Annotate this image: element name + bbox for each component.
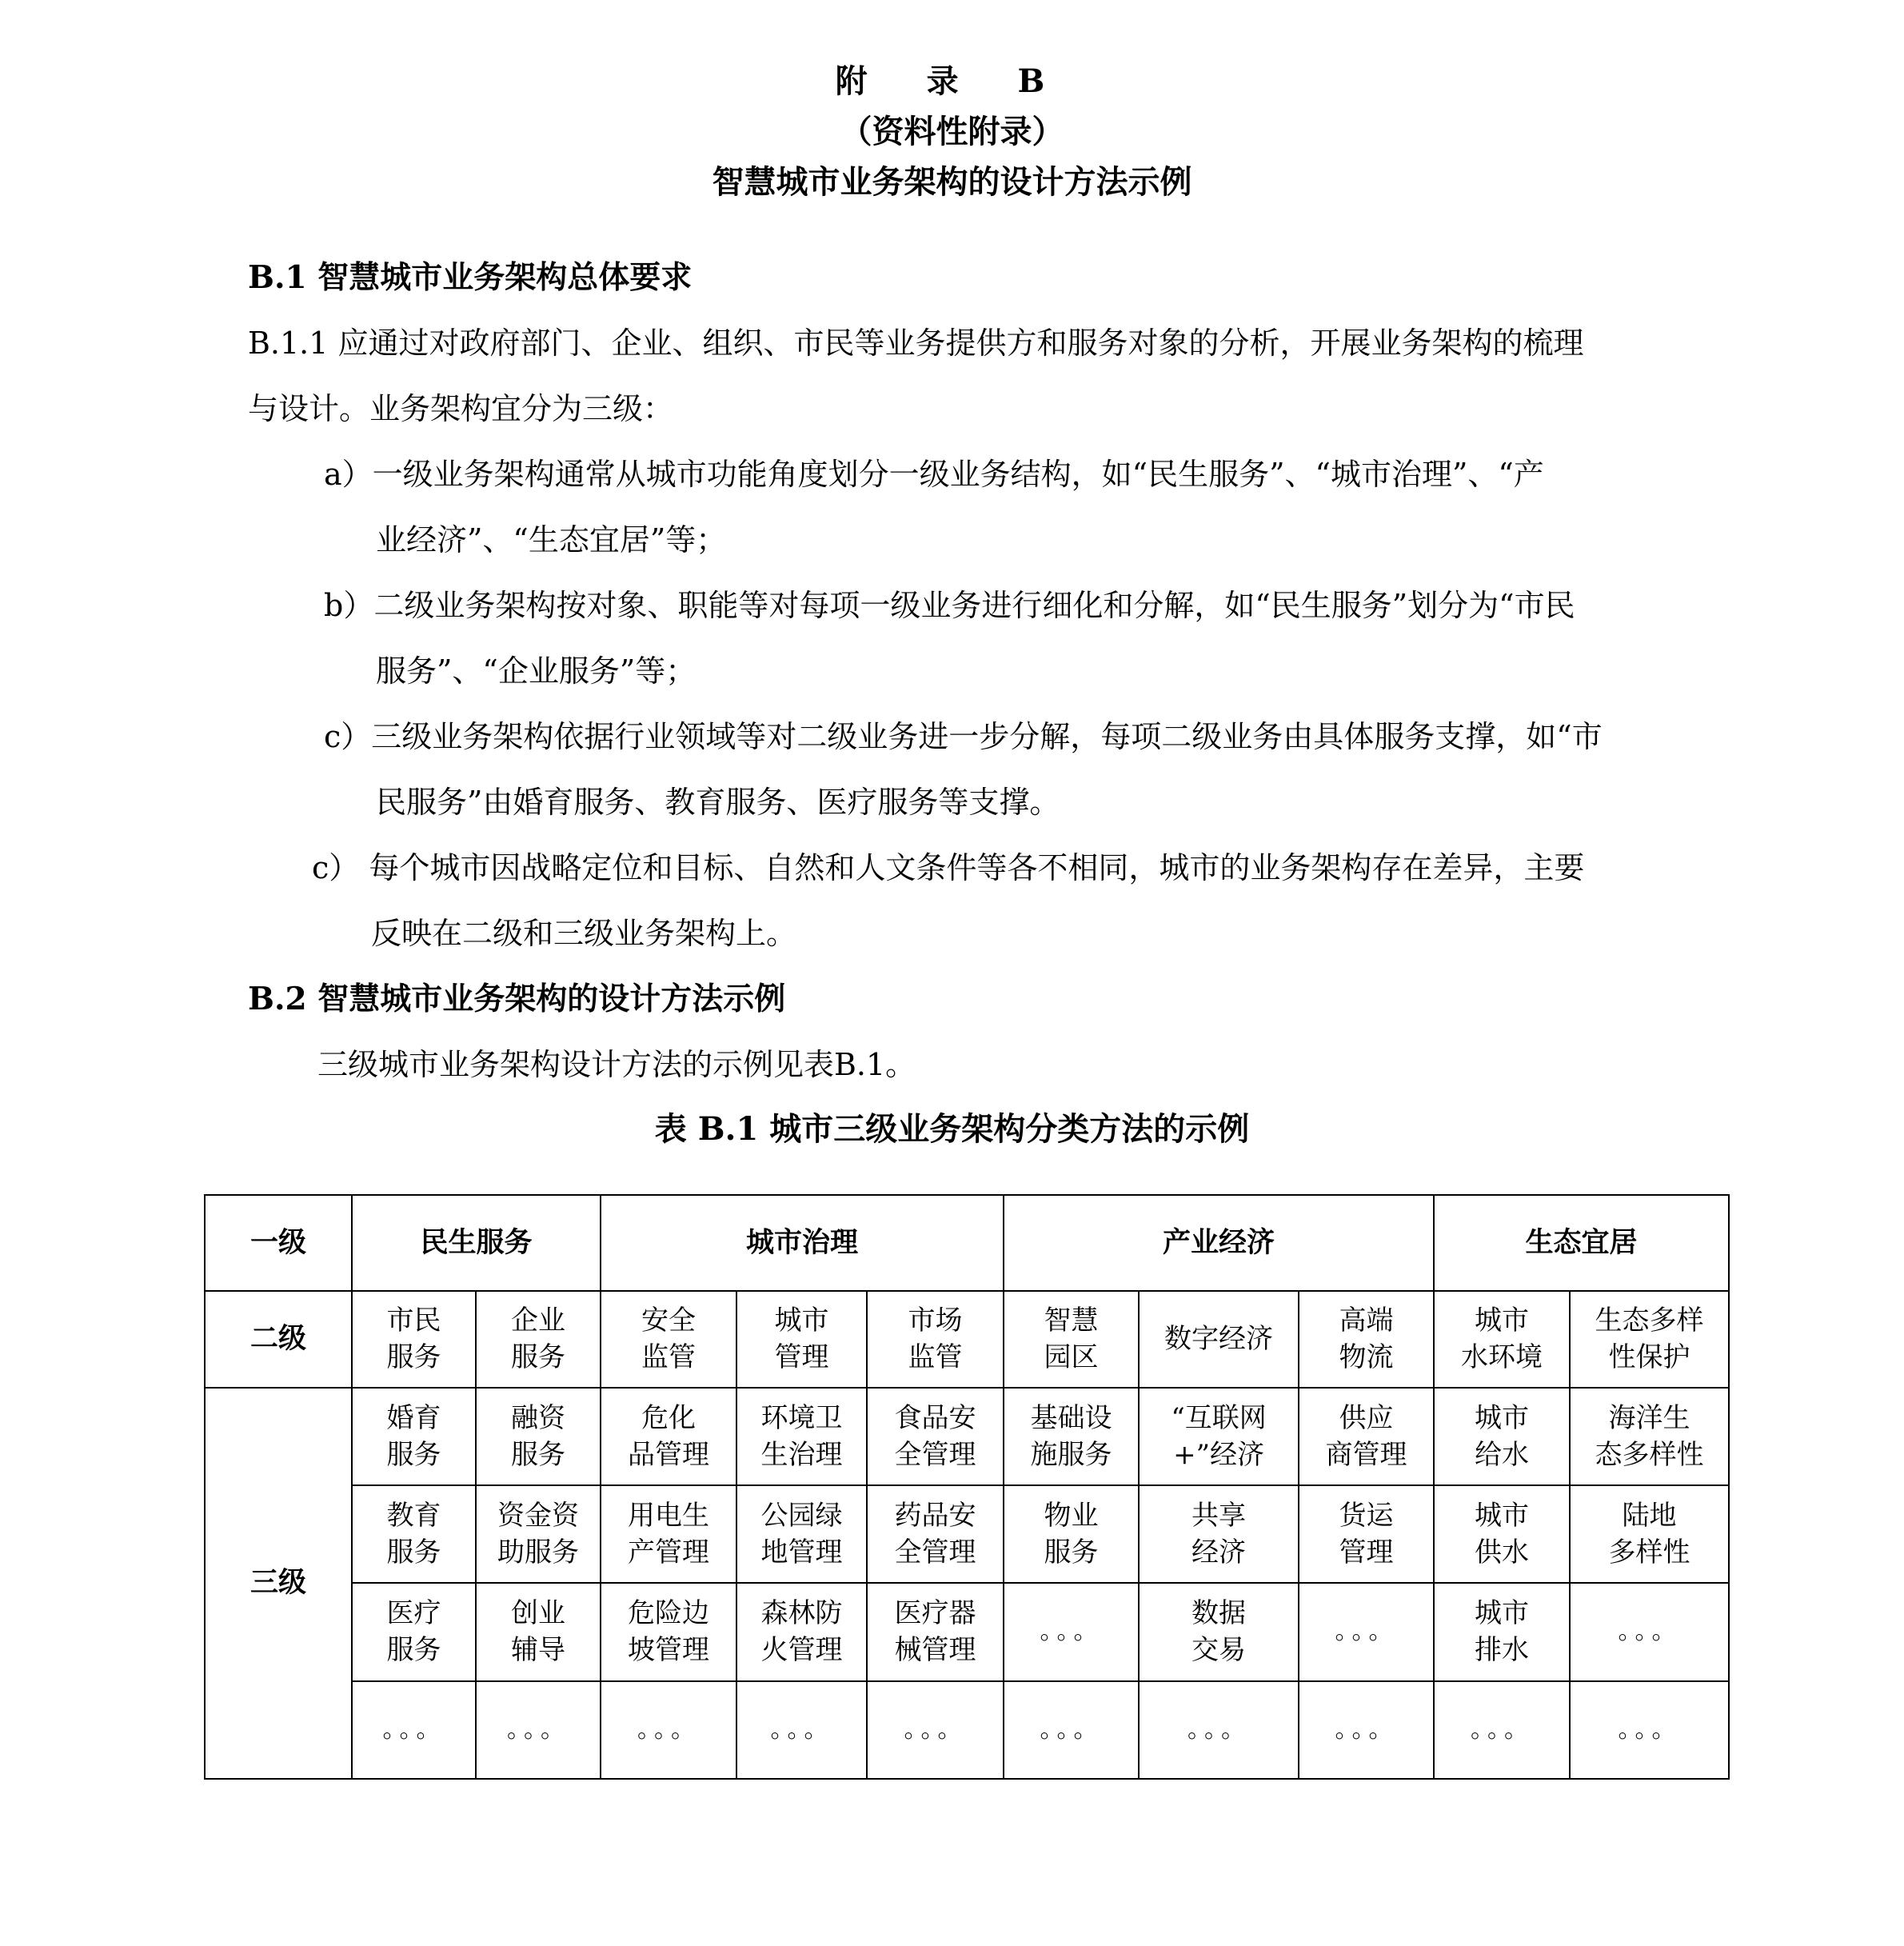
level2-cell: 生态多样 性保护 [1570,1291,1729,1387]
level3-cell: 城市 给水 [1434,1388,1570,1485]
level3-cell: 共享 经济 [1139,1485,1299,1583]
item-b-line2: 服务”、“企业服务”等； [376,653,697,689]
level1-cell: 城市治理 [601,1195,1004,1291]
level3-cell: 城市 供水 [1434,1485,1570,1583]
level2-cell: 企业 服务 [476,1291,601,1387]
level3-cell: “互联网 +”经济 [1139,1388,1299,1485]
clause-b111-line2: 与设计。业务架构宜分为三级： [248,391,674,426]
level3-cell: 婚育 服务 [352,1388,476,1485]
level2-cell: 城市 水环境 [1434,1291,1570,1387]
level3-cell: 。。。 [1299,1583,1434,1680]
section-b1-heading: B.1 智慧城市业务架构总体要求 [248,259,693,296]
level3-cell: 用电生 产管理 [601,1485,736,1583]
level3-cell: 森林防 火管理 [736,1583,867,1680]
item-c2-line1: c） 每个城市因战略定位和目标、自然和人文条件等各不相同，城市的业务架构存在差异，主要 [312,850,1585,885]
level3-cell: 公园绿 地管理 [736,1485,867,1583]
level3-cell: 。。。 [867,1681,1004,1779]
level3-cell: 医疗器 械管理 [867,1583,1004,1680]
level3-cell: 。。。 [1299,1681,1434,1779]
level3-cell: 教育 服务 [352,1485,476,1583]
level2-cell: 市场 监管 [867,1291,1004,1387]
table-row-level3 [205,1485,1729,1583]
level1-cell: 民生服务 [352,1195,601,1291]
table-row-level3 [205,1681,1729,1779]
item-a-line1: a）一级业务架构通常从城市功能角度划分一级业务结构，如“民生服务”、“城市治理”、“产 [324,457,1544,492]
level3-cell: 。。。 [1004,1681,1139,1779]
level3-cell: 。。。 [1570,1583,1729,1680]
level-label-1: 一级 [205,1195,352,1291]
business-architecture-table [204,1194,1730,1780]
level3-cell: 融资 服务 [476,1388,601,1485]
level3-cell: 。。。 [352,1681,476,1779]
appendix-nature: （资料性附录） [840,113,1064,150]
level3-cell: 危险边 坡管理 [601,1583,736,1680]
table-caption: 表 B.1 城市三级业务架构分类方法的示例 [654,1110,1250,1148]
level3-cell: 陆地 多样性 [1570,1485,1729,1583]
level3-cell: 。。。 [601,1681,736,1779]
level3-cell: 创业 辅导 [476,1583,601,1680]
level3-cell: 环境卫 生治理 [736,1388,867,1485]
level1-cell: 生态宜居 [1434,1195,1729,1291]
appendix-label: 附 录 B [835,62,1069,100]
clause-b111-line1: B.1.1 应通过对政府部门、企业、组织、市民等业务提供方和服务对象的分析，开展业务架构的梳理 [248,326,1584,361]
section-b2-heading: B.2 智慧城市业务架构的设计方法示例 [248,981,786,1017]
level3-cell: 物业 服务 [1004,1485,1139,1583]
level2-cell: 安全 监管 [601,1291,736,1387]
level3-cell: 城市 排水 [1434,1583,1570,1680]
level3-cell: 。。。 [1434,1681,1570,1779]
level3-cell: 。。。 [1570,1681,1729,1779]
section-b2-text: 三级城市业务架构设计方法的示例见表B.1。 [317,1047,916,1082]
level2-cell: 市民 服务 [352,1291,476,1387]
table-row-level2 [205,1291,1729,1387]
level3-cell: 危化 品管理 [601,1388,736,1485]
level3-cell: 药品安 全管理 [867,1485,1004,1583]
level2-cell: 数字经济 [1139,1291,1299,1387]
level3-cell: 基础设 施服务 [1004,1388,1139,1485]
item-a-line2: 业经济”、“生态宜居”等； [376,522,727,557]
table-row-level3 [205,1583,1729,1680]
level3-cell: 海洋生 态多样性 [1570,1388,1729,1485]
level-label-2: 二级 [205,1291,352,1387]
level3-cell: 。。。 [476,1681,601,1779]
level1-cell: 产业经济 [1004,1195,1434,1291]
level3-cell: 。。。 [736,1681,867,1779]
level2-cell: 智慧 园区 [1004,1291,1139,1387]
level3-cell: 。。。 [1004,1583,1139,1680]
appendix-title: 智慧城市业务架构的设计方法示例 [712,163,1192,201]
item-c1-line2: 民服务”由婚育服务、教育服务、医疗服务等支撑。 [376,785,1060,820]
item-c1-line1: c）三级业务架构依据行业领域等对二级业务进一步分解，每项二级业务由具体服务支撑，如“市 [324,719,1603,754]
level3-cell: 货运 管理 [1299,1485,1434,1583]
item-b-line1: b）二级业务架构按对象、职能等对每项一级业务进行细化和分解，如“民生服务”划分为“市民 [324,588,1575,623]
item-c2-line2: 反映在二级和三级业务架构上。 [371,916,797,951]
level3-cell: 资金资 助服务 [476,1485,601,1583]
table-row-level1 [205,1195,1729,1291]
level3-cell: 。。。 [1139,1681,1299,1779]
table-row-level3 [205,1388,1729,1485]
level3-cell: 供应 商管理 [1299,1388,1434,1485]
level2-cell: 城市 管理 [736,1291,867,1387]
level3-cell: 数据 交易 [1139,1583,1299,1680]
level-label-3: 三级 [205,1388,352,1779]
level3-cell: 医疗 服务 [352,1583,476,1680]
level3-cell: 食品安 全管理 [867,1388,1004,1485]
level2-cell: 高端 物流 [1299,1291,1434,1387]
